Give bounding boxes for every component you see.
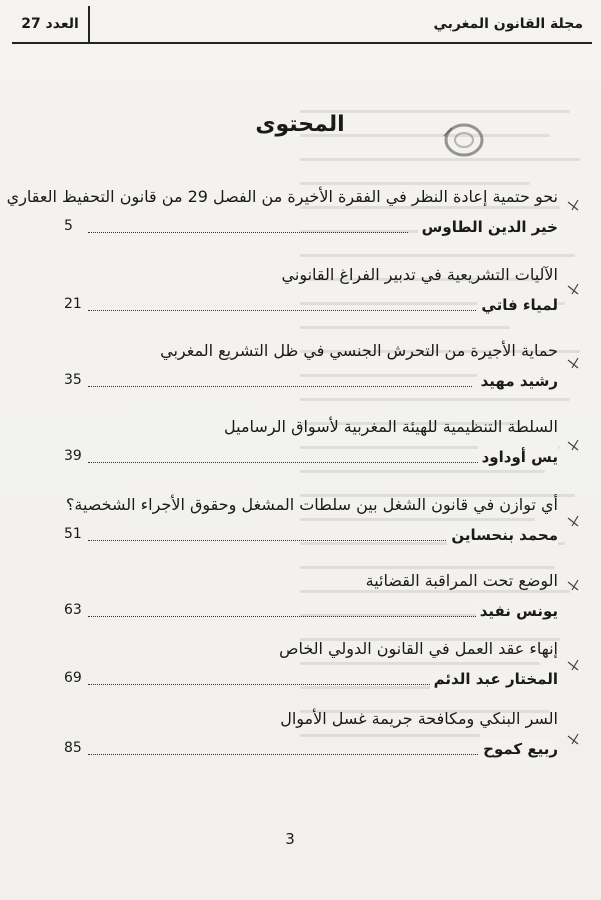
entry-author: يونس نفيد: [476, 600, 558, 622]
entry-leader: [88, 232, 408, 233]
entry-page: 51: [64, 526, 82, 542]
entry-author: المختار عبد الدئم: [430, 668, 558, 690]
entry-title: الآليات التشريعية في تدبير الفراغ القانوني: [281, 265, 558, 284]
entry-leader: [88, 684, 436, 685]
entry-page: 39: [64, 448, 82, 464]
entry-author: ربيع كموح: [479, 738, 558, 760]
entry-title: نحو حتمية إعادة النظر في الفقرة الأخيرة من الفصل 29 من قانون التحفيظ العقاري: [6, 187, 558, 206]
check-mark-icon: [566, 514, 580, 528]
entry-leader: [88, 616, 478, 617]
entry-page: 21: [64, 296, 82, 312]
entry-author: محمد بنحساين: [447, 524, 558, 546]
entry-leader: [88, 462, 478, 463]
stamp-mark-icon: [440, 120, 486, 160]
entry-author: يس أوداود: [478, 446, 558, 468]
entry-author: خير الدين الطاوس: [418, 216, 558, 238]
check-mark-icon: [566, 198, 580, 212]
entry-title: الوضع تحت المراقبة القضائية: [365, 571, 558, 590]
toc-entry: [64, 494, 558, 548]
entry-page: 35: [64, 372, 82, 388]
check-mark-icon: [566, 438, 580, 452]
toc-entry: [64, 264, 558, 318]
toc-entry: [64, 416, 558, 470]
toc-entry: [64, 570, 558, 624]
check-mark-icon: [566, 356, 580, 370]
issue-number: العدد 27: [21, 16, 79, 32]
entry-author: لمياء فاتي: [477, 294, 558, 316]
toc-entry: [6, 186, 558, 240]
check-mark-icon: [566, 578, 580, 592]
entry-leader: [88, 754, 488, 755]
check-mark-icon: [566, 732, 580, 746]
toc-entry: [64, 708, 558, 762]
entry-title: السلطة التنظيمية للهيئة المغربية لأسواق الرساميل: [224, 417, 558, 436]
check-mark-icon: [566, 282, 580, 296]
toc-entry: [64, 638, 558, 692]
entry-leader: [88, 386, 472, 387]
header-separator: [88, 6, 90, 43]
entry-author: رشيد مهيد: [477, 370, 558, 392]
toc-entry: [64, 340, 558, 394]
entry-page: 85: [64, 740, 82, 756]
header-rule: [12, 42, 592, 44]
entry-page: 69: [64, 670, 82, 686]
entry-title: السر البنكي ومكافحة جريمة غسل الأموال: [280, 709, 558, 728]
entry-leader: [88, 310, 492, 311]
page-number: 3: [285, 830, 295, 848]
entry-page: 63: [64, 602, 82, 618]
entry-leader: [88, 540, 452, 541]
journal-title: مجلة القانون المغربي: [433, 16, 583, 32]
entry-title: إنهاء عقد العمل في القانون الدولي الخاص: [279, 639, 558, 658]
check-mark-icon: [566, 658, 580, 672]
page-title: المحتوى: [255, 112, 345, 137]
entry-title: أي توازن في قانون الشغل بين سلطات المشغل وحقوق الأجراء الشخصية؟: [65, 495, 558, 514]
entry-title: حماية الأجيرة من التحرش الجنسي في ظل التشريع المغربي: [160, 341, 558, 360]
entry-page: 5: [64, 218, 73, 234]
